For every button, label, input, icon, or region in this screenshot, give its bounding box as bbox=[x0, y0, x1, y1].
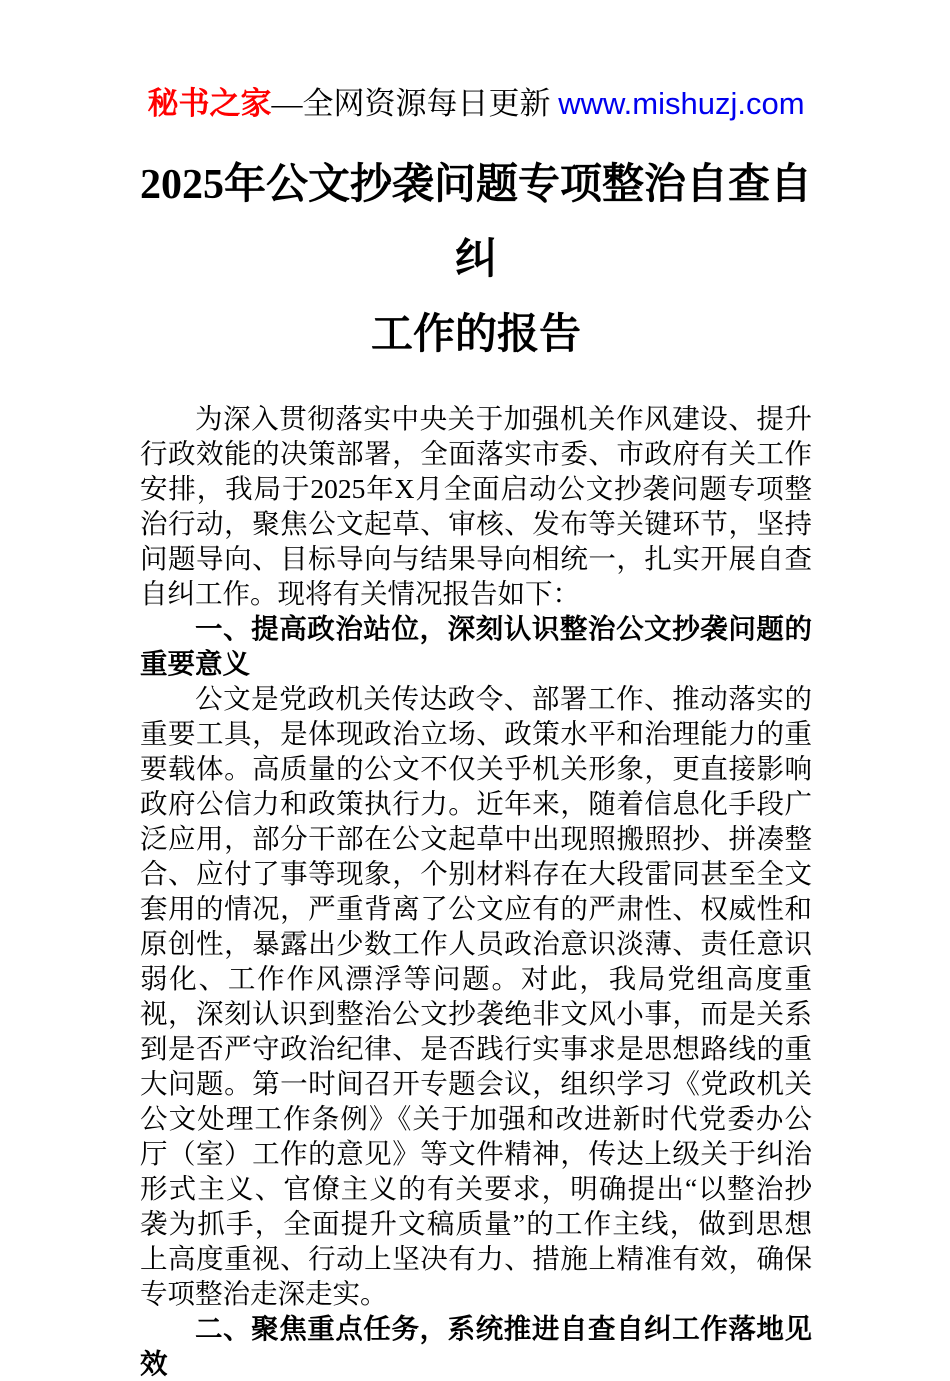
document-title-line-1: 2025年公文抄袭问题专项整治自查自纠 bbox=[140, 162, 813, 283]
promo-site-url-link[interactable]: www.mishuzj.com bbox=[558, 86, 805, 121]
promo-header bbox=[140, 84, 812, 124]
body-paragraph-1: 公文是党政机关传达政令、部署工作、推动落实的重要工具，是体现政治立场、政策水平和治理能力的重要载体。高质量的公文不仅关乎机关形象，更直接影响政府公信力和政策执行力。近年来，随着信息化手段广泛应用，部分干部在公文起草中出现照搬照抄、拼凑整合、应付了事等现象，个别材料存在大段雷同甚至全文套用的情况，严重背离了公文应有的严肃性、权威性和原创性，暴露出少数工作人员政治意识淡薄、责任意识弱化、工作作风漂浮等问题。对此，我局党组高度重视，深刻认识到整治公文抄袭绝非文风小事，而是关系到是否严守政治纪律、是否践行实事求是思想路线的重大问题。第一时间召开专题会议，组织学习《党政机关公文处理工作条例》《关于加强和改进新时代党委办公厅（室）工作的意见》等文件精神，传达上级关于纠治形式主义、官僚主义的有关要求，明确提出“以整治抄袭为抓手，全面提升文稿质量”的工作主线，做到思想上高度重视、行动上坚决有力、措施上精准有效，确保专项整治走深走实。 bbox=[140, 683, 812, 1309]
promo-brand-text: 秘书之家 bbox=[147, 86, 272, 121]
section-heading-1: 一、提高政治站位，深刻认识整治公文抄袭问题的重要意义 bbox=[140, 613, 812, 679]
section-heading-2: 二、聚焦重点任务，系统推进自查自纠工作落地见效 bbox=[140, 1313, 812, 1379]
document-body bbox=[140, 401, 812, 1381]
promo-tagline-text: —全网资源每日更新 bbox=[271, 86, 559, 121]
document-title-line-2: 工作的报告 bbox=[370, 312, 581, 358]
document-title bbox=[140, 148, 812, 373]
intro-paragraph: 为深入贯彻落实中央关于加强机关作风建设、提升行政效能的决策部署，全面落实市委、市政府有关工作安排，我局于2025年X月全面启动公文抄袭问题专项整治行动，聚焦公文起草、审核、发布等关键环节，坚持问题导向、目标导向与结果导向相统一，扎实开展自查自纠工作。现将有关情况报告如下： bbox=[140, 403, 812, 609]
